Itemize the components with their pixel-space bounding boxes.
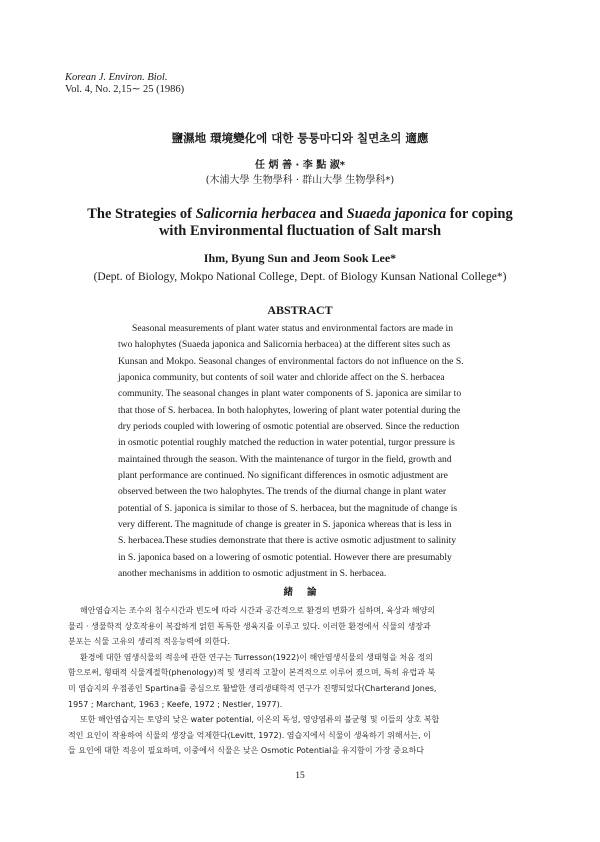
- introduction-line: 또한 해안염습지는 토양의 낮은 water potential, 이온의 독성, 영양염류의 불균형 및 이들의 상호 복합: [80, 715, 440, 725]
- introduction-line: 함으로써, 형태적 식물계절학(phenology)적 및 생리적 고찰이 본격적으로 이루어 졌으며, 특히 유럽과 북: [68, 668, 436, 678]
- journal-citation: [65, 72, 184, 96]
- abstract-line: that those of S. herbacea. In both halophytes, lowering of plant water potential during the: [118, 404, 461, 416]
- paper-title-line-1: The Strategies of Salicornia herbacea and Suaeda japonica for coping: [87, 206, 513, 222]
- abstract-line: Seasonal measurements of plant water status and environmental factors are made in: [132, 323, 454, 334]
- abstract-line: japonica community, but contents of soil water and chloride affect on the S. herbacea: [118, 372, 445, 384]
- introduction-heading: 緒論: [283, 587, 331, 598]
- introduction-line: 1957 ; Marchant, 1963 ; Keefe, 1972 ; Nestler, 1977).: [68, 699, 283, 709]
- abstract-line: observed between the two halophytes. The trends of the diurnal change in plant water: [118, 486, 447, 498]
- introduction-line: 물리 · 생물학적 상호작용이 복잡하게 얽힌 독특한 생육지를 이루고 있다. 이러한 환경에서 식물의 생장과: [68, 621, 431, 631]
- journal-name: Korean J. Environ. Biol.: [65, 72, 168, 83]
- abstract-line: in osmotic potential roughly matched the reduction in water potential, turgor pressure is: [118, 437, 455, 449]
- paper-authors: Ihm, Byung Sun and Jeom Sook Lee*: [203, 251, 397, 265]
- korean-affiliation: (木浦大學 生物學科 · 群山大學 生物學科*): [205, 175, 395, 186]
- abstract-line: Kunsan and Mokpo. Seasonal changes of environmental factors do not influence on the S.: [118, 355, 464, 367]
- abstract-line: S. herbacea.These studies demonstrate that there is active osmotic adjustment to salinity: [118, 535, 457, 547]
- abstract-line: plant performance are continued. No significant differences in osmotic adjustment are: [118, 470, 448, 482]
- abstract-line: in S. japonica based on a lowering of osmotic potential. However there are presumably: [118, 551, 452, 563]
- abstract-body: [118, 321, 513, 583]
- abstract-line: two halophytes (Suaeda japonica and Salicornia herbacea) at the different sites such as: [118, 339, 451, 351]
- abstract-line: potential of S. japonica is similar to those of S. herbacea, but the magnitude of change is: [118, 502, 458, 514]
- abstract-line: maintained through the season. With the maintenance of turgor in the field, growth and: [118, 453, 452, 465]
- paper-title-line-2: with Environmental fluctuation of Salt marsh: [158, 223, 442, 239]
- korean-authors: 任 炳 善 · 李 點 淑*: [255, 160, 345, 171]
- paper-title: [40, 206, 560, 240]
- abstract-heading: ABSTRACT: [267, 303, 333, 317]
- page-number: 15: [295, 771, 305, 781]
- introduction-line: 환경에 대한 염생식물의 적응에 관한 연구는 Turresson(1922)이 해안염생식물의 생태형을 처음 정의: [80, 652, 434, 662]
- abstract-line: dry periods coupled with lowering of osmotic potential are observed. Since the reduction: [118, 421, 460, 433]
- abstract-line: community. The seasonal changes in plant water components of S. japonica are similar to: [118, 388, 462, 400]
- abstract-line: very different. The magnitude of change is greater in S. japonica whereas that is less in: [118, 519, 452, 531]
- journal-volume: Vol. 4, No. 2,15∼ 25 (1986): [65, 84, 185, 95]
- korean-title: 鹽濕地 環境變化에 대한 퉁퉁마디와 칠면초의 適應: [171, 131, 429, 145]
- paper-affiliation: (Dept. of Biology, Mokpo National College, Dept. of Biology Kunsan National College*): [93, 271, 507, 283]
- introduction-body: [68, 603, 538, 759]
- abstract-line: another mechanisms in addition to osmotic adjustment in S. herbacea.: [118, 568, 387, 580]
- introduction-line: 분포는 식물 고유의 생리적 적응능력에 의한다.: [68, 637, 231, 647]
- introduction-line: 들 요인에 대한 적응이 필요하며, 이중에서 식물은 낮은 Osmotic Potential을 유지함이 가장 중요하다: [68, 746, 425, 756]
- introduction-line: 미 염습지의 우점종인 Spartina를 중심으로 활발한 생리생태학적 연구가 진행되었다(Charterand Jones,: [68, 683, 437, 693]
- introduction-line: 해안염습지는 조수의 침수시간과 빈도에 따라 시간과 공간적으로 환경의 변화가 심하며, 육상과 해양의: [80, 606, 436, 615]
- introduction-line: 적인 요인이 작용하여 식물의 생장을 억제한다(Levitt, 1972). 염습지에서 식물이 생육하기 위해서는, 이: [68, 730, 431, 740]
